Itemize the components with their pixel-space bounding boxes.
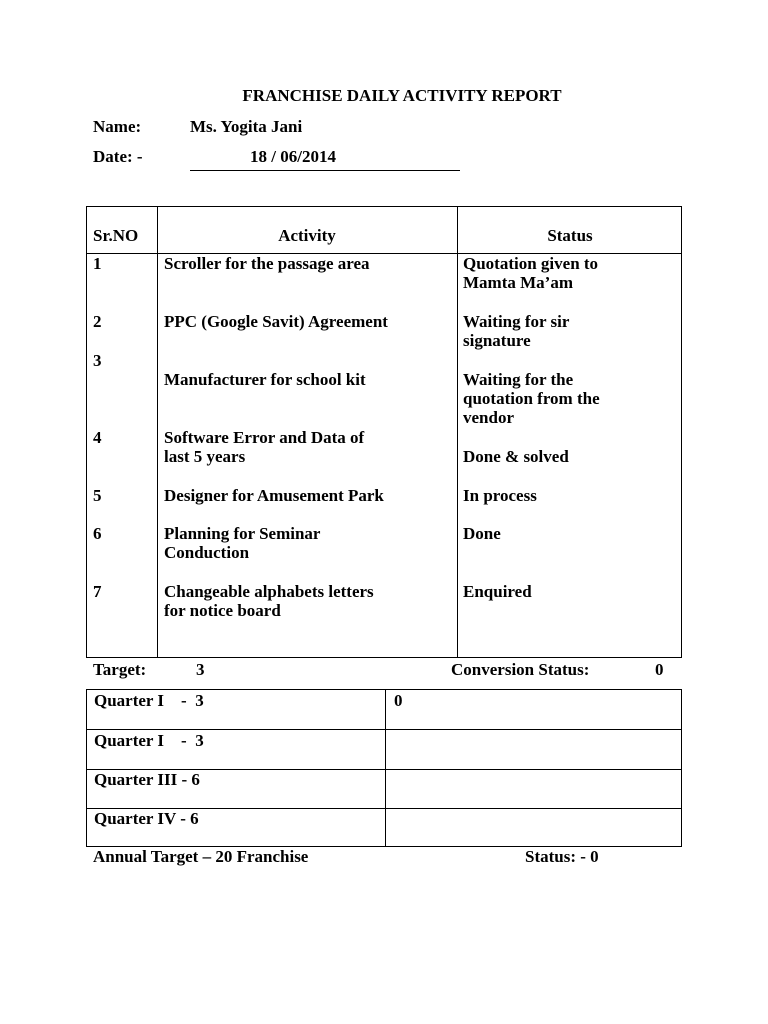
- conversion-status-value: 0: [655, 660, 664, 679]
- row-activity: Scroller for the passage area: [164, 254, 370, 273]
- row-status: In process: [463, 486, 537, 505]
- quarter-label: Quarter III - 6: [94, 770, 200, 789]
- row-activity: Software Error and Data of last 5 years: [164, 428, 365, 466]
- row-status: Enquired: [463, 582, 532, 601]
- row-srno: 1: [93, 254, 102, 273]
- target-value: 3: [196, 660, 205, 679]
- annual-target: Annual Target – 20 Franchise: [93, 847, 309, 866]
- date-underline: [190, 170, 460, 171]
- quarter-status: 0: [394, 691, 403, 710]
- row-status: Waiting for the quotation from the vendor: [463, 370, 600, 427]
- row-activity: Planning for Seminar Conduction: [164, 524, 321, 562]
- annual-status: Status: - 0: [525, 847, 599, 866]
- name-label: Name:: [93, 117, 142, 136]
- row-status: Quotation given to Mamta Ma’am: [463, 254, 599, 292]
- row-activity: Changeable alphabets letters for notice board: [164, 582, 374, 620]
- row-srno: 2: [93, 312, 102, 331]
- table-divider: [87, 729, 681, 730]
- table-divider: [385, 690, 386, 846]
- quarter-label: Quarter I - 3: [94, 731, 204, 750]
- row-srno: 3: [93, 351, 102, 370]
- row-status: Done: [463, 524, 501, 543]
- row-srno: 6: [93, 524, 102, 543]
- table-divider: [157, 207, 158, 657]
- date-label: Date: -: [93, 147, 143, 166]
- date-value: 18 / 06/2014: [250, 147, 336, 166]
- header-activity: Activity: [278, 226, 336, 245]
- quarter-label: Quarter I - 3: [94, 691, 204, 710]
- row-status: Done & solved: [463, 447, 569, 466]
- row-status: Waiting for sir signature: [463, 312, 570, 350]
- row-activity: Designer for Amusement Park: [164, 486, 384, 505]
- report-title: FRANCHISE DAILY ACTIVITY REPORT: [242, 86, 562, 105]
- row-srno: 7: [93, 582, 102, 601]
- quarter-table: [86, 689, 682, 847]
- table-divider: [457, 207, 458, 657]
- row-srno: 5: [93, 486, 102, 505]
- row-srno: 4: [93, 428, 102, 447]
- row-activity: Manufacturer for school kit: [164, 370, 366, 389]
- row-activity: PPC (Google Savit) Agreement: [164, 312, 388, 331]
- conversion-status-label: Conversion Status:: [451, 660, 590, 679]
- target-label: Target:: [93, 660, 147, 679]
- quarter-label: Quarter IV - 6: [94, 809, 199, 828]
- header-srno: Sr.NO: [93, 226, 139, 245]
- name-value: Ms. Yogita Jani: [190, 117, 303, 136]
- header-status: Status: [547, 226, 593, 245]
